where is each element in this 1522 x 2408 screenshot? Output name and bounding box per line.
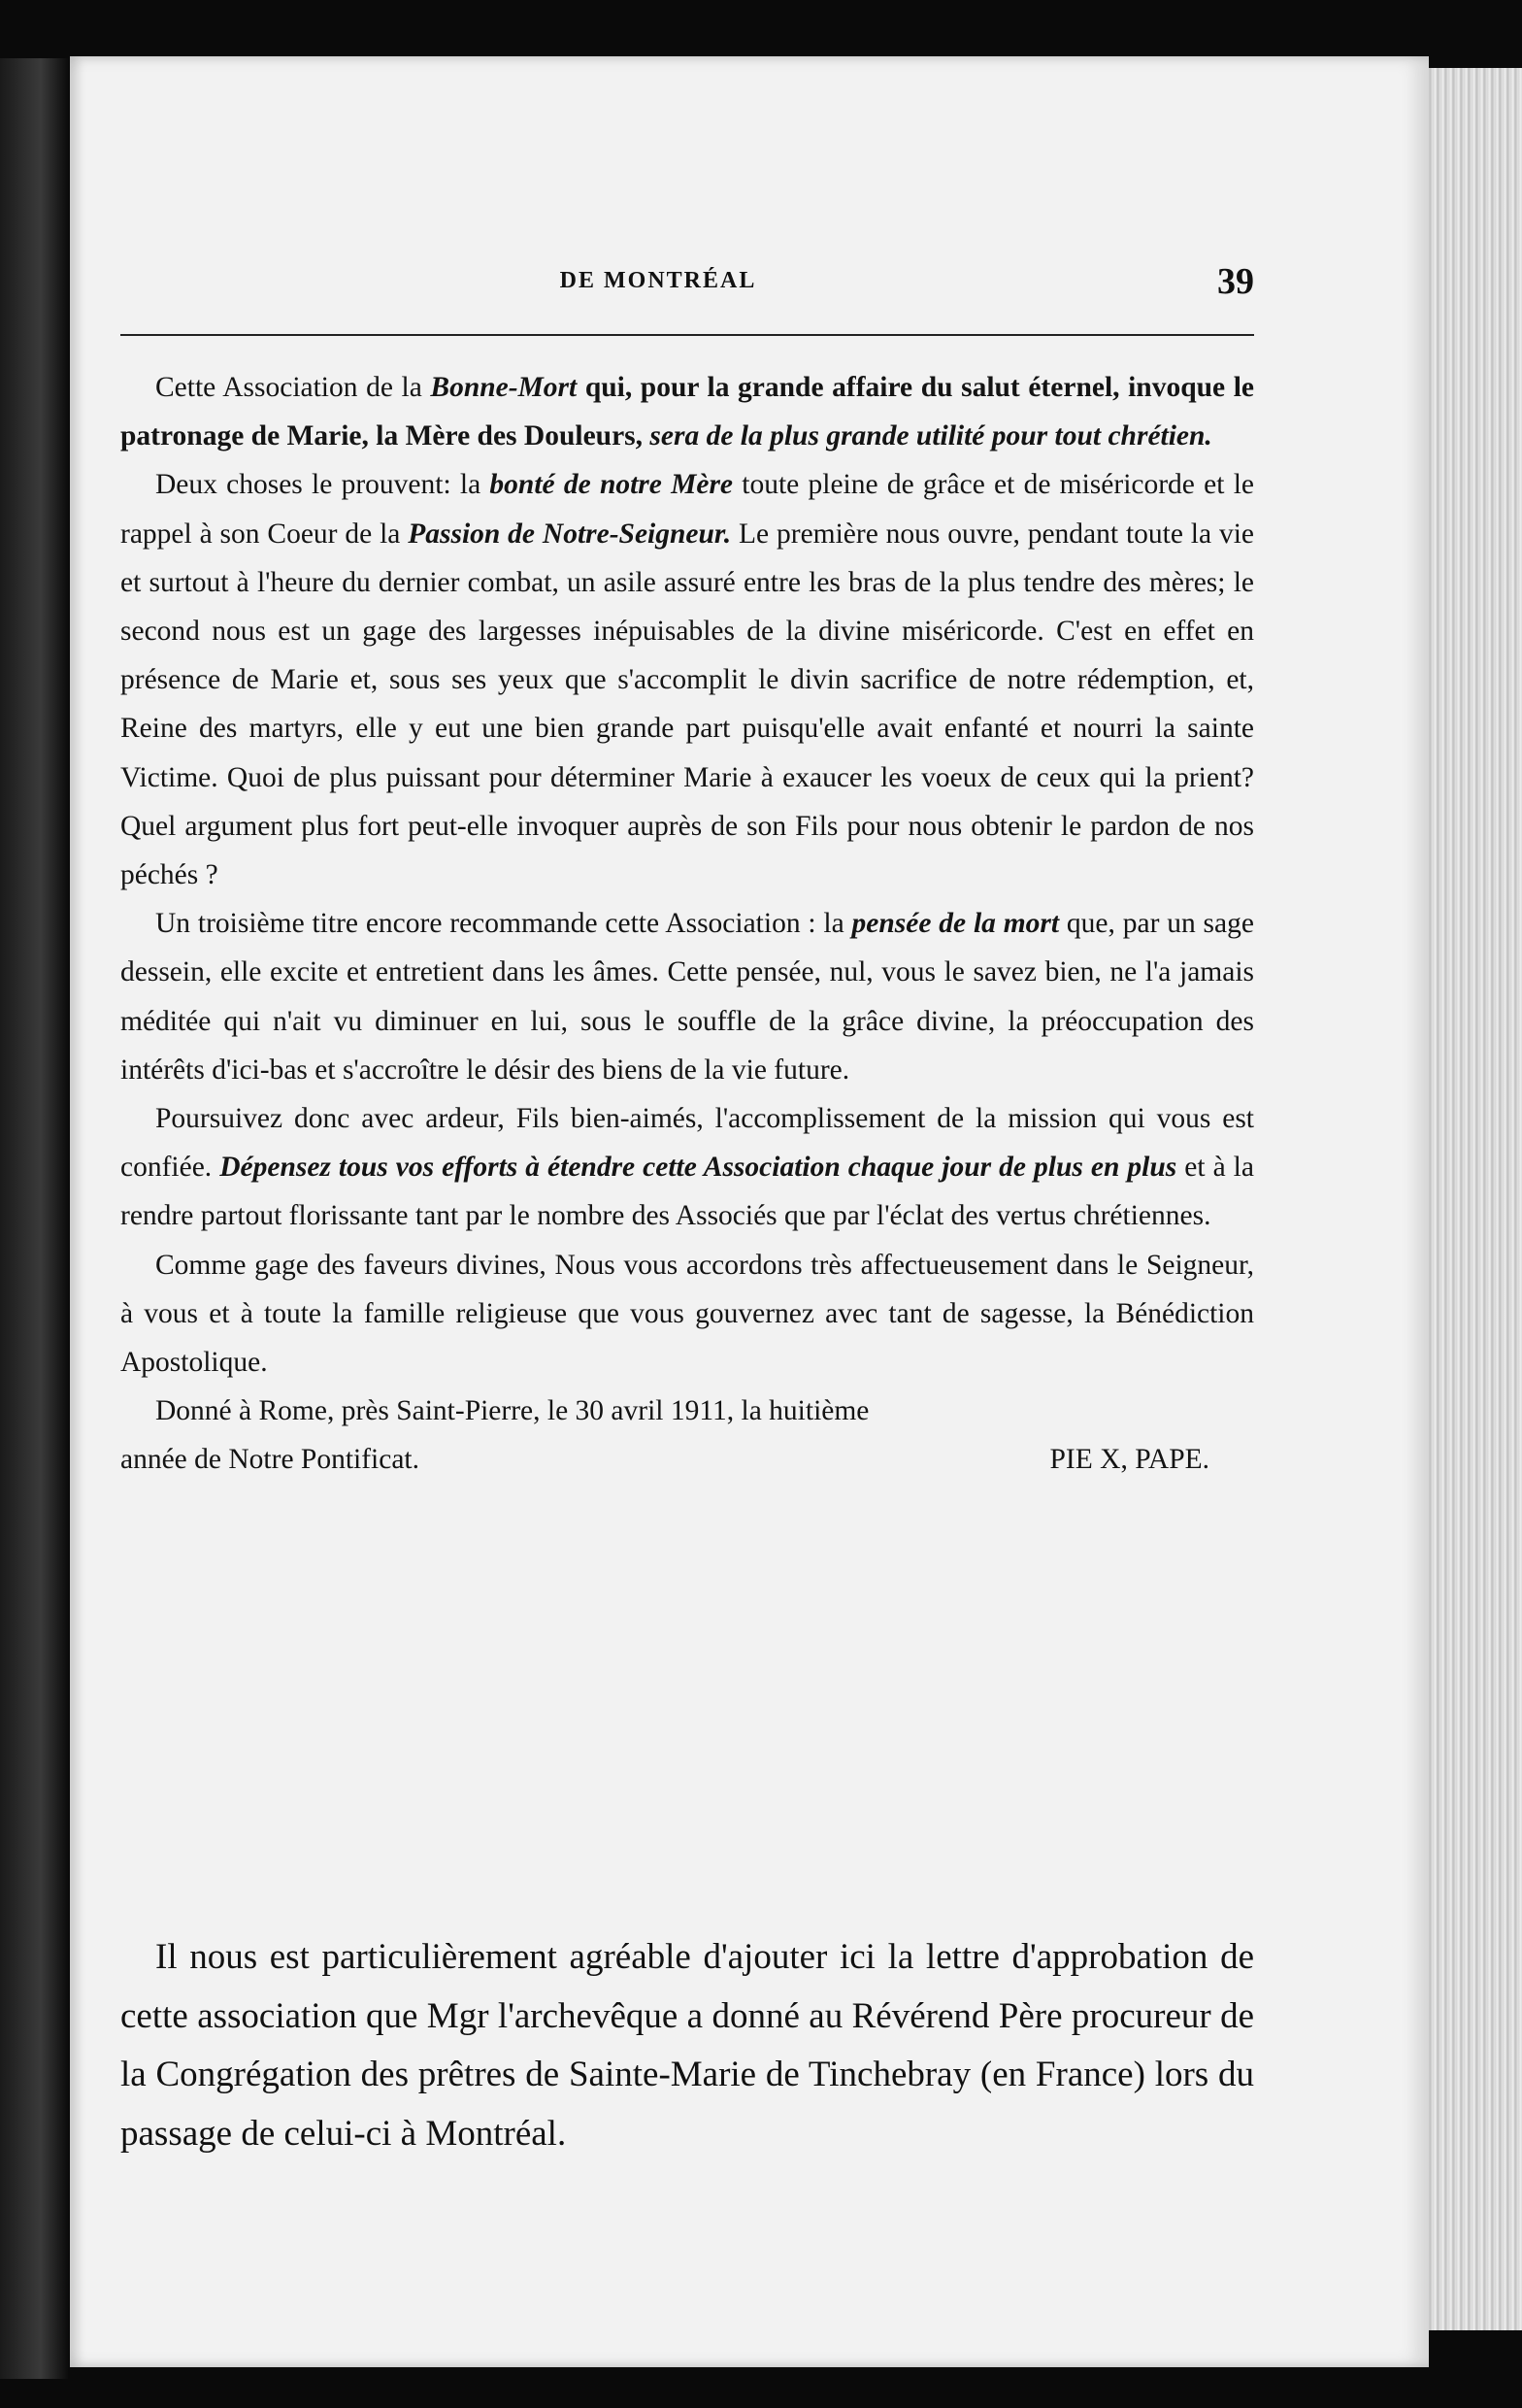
letter-paragraph-5: Comme gage des faveurs divines, Nous vous accordons très affectueusement dans le Seigneur, à vous et à toute la famille religieuse que vous gouvernez avec tant de sagesse, la Bénédiction Apostolique. bbox=[120, 1249, 1254, 1379]
text-run: Le première nous ouvre, pendant toute la vie et surtout à l'heure du dernier combat, un asile assuré entre les bras de la plus tendre des mères; le second nous est un gage des largesses inépuisables de la divine miséricorde. C'est en effet en présence de Marie et, sous ses yeux que s'accomplit le divin sacrifice de notre rédemption, et, Reine des martyrs, elle y eut une bien grande part puisqu'elle avait enfanté et nourri la sainte Victime. Quoi de plus puissant pour déterminer Marie à exaucer les voeux de ceux qui la prient? Quel argument plus fort peut-elle invoquer auprès de son Fils pour nous obtenir le pardon de nos péchés ? bbox=[120, 518, 1255, 891]
binding-edge bbox=[0, 58, 68, 2379]
running-head bbox=[120, 261, 1254, 324]
page-stack-edges bbox=[1417, 68, 1522, 2330]
italic-run: Bonne-Mort bbox=[430, 372, 578, 403]
italic-run: Dépensez tous vos efforts à étendre cette Association chaque jour de plus en plus bbox=[219, 1152, 1177, 1184]
header-rule bbox=[120, 334, 1254, 336]
letter-paragraph-3 bbox=[120, 899, 1254, 1094]
page-number: 39 bbox=[1217, 261, 1254, 302]
intro-paragraph: Il nous est particulièrement agréable d'ajouter ici la lettre d'approbation de cette association que Mgr l'archevêque a donné au Révérend Père procureur de la Congrégation des prêtres de Sainte-Marie de Tinchebray (en France) lors du passage de celui-ci à Montréal. bbox=[120, 1937, 1254, 2154]
italic-run: bonté de notre Mère bbox=[489, 469, 734, 501]
intro-paragraph-block bbox=[120, 1928, 1254, 2163]
letter-closing bbox=[120, 1435, 1254, 1484]
book-page bbox=[70, 56, 1429, 2367]
papal-letter bbox=[120, 363, 1254, 1484]
letter-paragraph-2 bbox=[120, 460, 1254, 899]
letter-paragraph-4 bbox=[120, 1094, 1254, 1241]
running-title: DE MONTRÉAL bbox=[559, 268, 757, 293]
text-run: Un troisième titre encore recommande cette Association : la bbox=[155, 908, 852, 940]
letter-paragraph-1 bbox=[120, 363, 1254, 460]
text-run: que, par un sage dessein, elle excite et entretient dans les âmes. Cette pensée, nul, vous le savez bien, ne l'a jamais méditée qui n'ait vu diminuer en lui, sous le souffle de la grâce divine, la préoccupation des intérêts d'ici-bas et s'accroître le désir des biens de la vie future. bbox=[120, 908, 1254, 1086]
signature: PIE X, PAPE. bbox=[1049, 1444, 1209, 1476]
italic-run: Passion de Notre-Seigneur. bbox=[408, 518, 732, 550]
italic-run: sera de la plus grande utilité pour tout chrétien. bbox=[649, 420, 1212, 452]
text-run: toute pleine de grâce et de miséricorde et le rappel à son Coeur de la bbox=[120, 469, 1254, 550]
closing-date-line: année de Notre Pontificat. bbox=[120, 1444, 419, 1476]
italic-run: pensée de la mort bbox=[851, 908, 1060, 940]
text-run: qui, pour la grande affaire du salut éternel, invoque le patronage de Marie, la Mère des Douleurs, bbox=[120, 372, 1254, 452]
text-run: Cette Association de la bbox=[155, 372, 431, 403]
letter-paragraph-6: Donné à Rome, près Saint-Pierre, le 30 avril 1911, la huitième bbox=[155, 1395, 870, 1427]
text-run: et à la rendre partout florissante tant par le nombre des Associés que par l'éclat des vertus chrétiennes. bbox=[120, 1152, 1254, 1232]
text-run: Deux choses le prouvent: la bbox=[155, 469, 490, 501]
text-run: Poursuivez donc avec ardeur, Fils bien-aimés, l'accomplissement de la mission qui vous est confiée. bbox=[120, 1103, 1254, 1184]
